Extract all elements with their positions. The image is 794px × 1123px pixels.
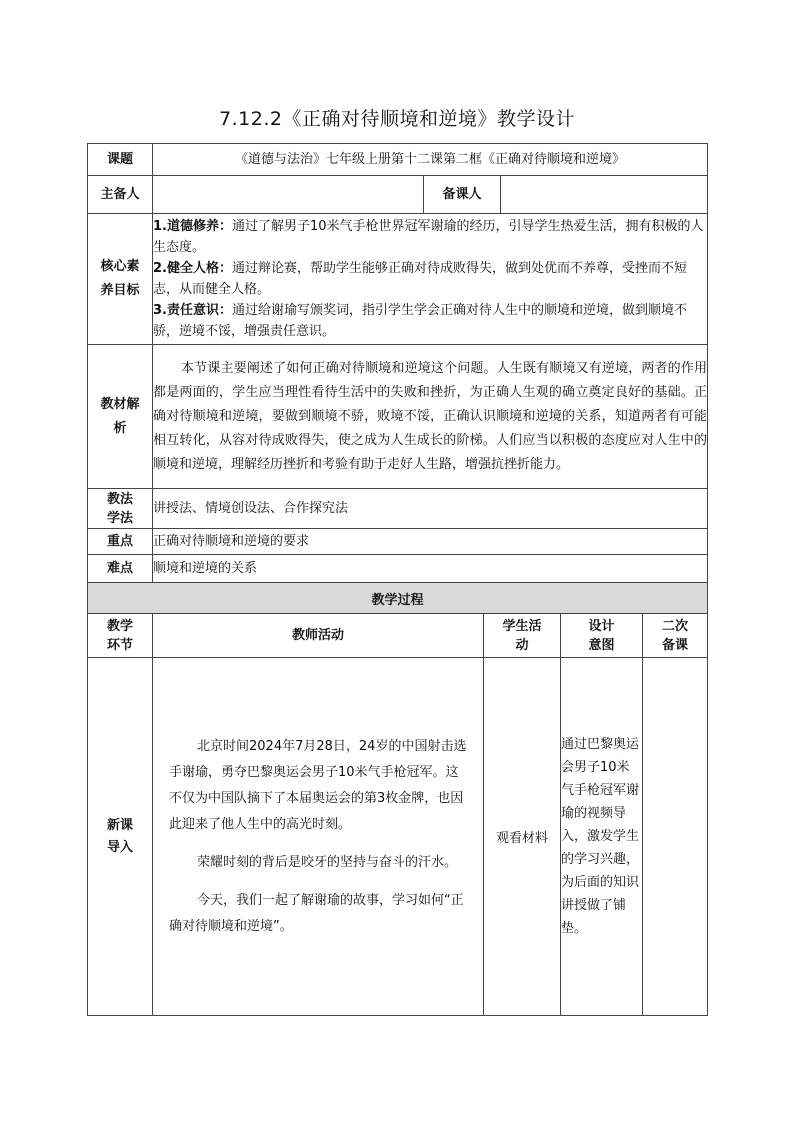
second-prep-header: 二次备课 [643,614,708,658]
design-intent: 通过巴黎奥运会男子10米气手枪冠军谢瑜的视频导入，激发学生的学习兴趣，为后面的知识讲授做了铺垫。 [561,658,643,1016]
topic-value: 《道德与法治》七年级上册第十二课第二框《正确对待顺境和逆境》 [153,144,708,176]
co-preparer-label: 备课人 [424,176,501,214]
design-header: 设计意图 [561,614,643,658]
preparer-row [88,176,708,214]
analysis-text: 本节课主要阐述了如何正确对待顺境和逆境这个问题。人生既有顺境又有逆境，两者的作用都是两面的，学生应当理性看待生活中的失败和挫折，为正确人生观的确立奠定良好的基础。正确对待顺境和逆境，要做到顺境不骄，败境不馁，正确认识顺境和逆境的关系，知道两者有可能相互转化，从容对待成败得失，使之成为人生成长的阶梯。人们应当以积极的态度应对人生中的顺境和逆境，理解经历挫折和考验有助于走好人生路，增强抗挫折能力。 [153,345,708,489]
second-prep-cell [643,658,708,1016]
teacher-paragraph: 北京时间2024年7月28日，24岁的中国射击选手谢瑜，勇夺巴黎奥运会男子10米气手枪冠军。这不仅为中国队摘下了本届奥运会的第3枚金牌，也因此迎来了他人生中的高光时刻。 [169,738,467,832]
topic-label: 课题 [88,144,153,176]
process-heading-row [88,583,708,614]
lesson-plan-table [87,143,708,1016]
topic-row [88,144,708,176]
preparer-label: 主备人 [88,176,153,214]
stage-cell: 新课导入 [88,658,153,1016]
difficulty-row [88,555,708,583]
difficulty-value: 顺境和逆境的关系 [153,555,708,583]
methods-row [88,489,708,529]
co-preparer-value [501,176,708,214]
teacher-paragraph: 荣耀时刻的背后是咬牙的坚持与奋斗的汗水。 [197,854,458,870]
preparer-value [153,176,424,214]
goal-item: 3.责任意识：通过给谢瑜写颁奖词，指引学生学会正确对待人生中的顺境和逆境，做到顺境不骄，逆境不馁，增强责任意识。 [153,303,687,339]
key-value: 正确对待顺境和逆境的要求 [153,529,708,555]
process-row [88,658,708,1016]
page-title: 7.12.2《正确对待顺境和逆境》教学设计 [219,108,575,130]
analysis-row [88,345,708,489]
process-heading: 教学过程 [88,583,708,614]
student-header: 学生活动 [484,614,561,658]
teacher-header: 教师活动 [153,614,484,658]
process-header-row [88,614,708,658]
teacher-activity [153,658,484,1016]
teacher-paragraph: 今天，我们一起了解谢瑜的故事，学习如何“正确对待顺境和逆境”。 [169,892,464,934]
difficulty-label: 难点 [88,555,153,583]
methods-value: 讲授法、情境创设法、合作探究法 [153,489,708,529]
goal-item: 1.道德修养：通过了解男子10米气手枪世界冠军谢瑜的经历，引导学生热爱生活，拥有积极的人生态度。 [153,219,704,255]
key-row [88,529,708,555]
key-label: 重点 [88,529,153,555]
stage-header: 教学环节 [88,614,153,658]
goals-label: 核心素养目标 [88,214,153,345]
student-activity: 观看材料 [484,658,561,1016]
goal-item: 2.健全人格：通过辩论赛，帮助学生能够正确对待成败得失，做到处优而不养尊，受挫而不短志，从而健全人格。 [153,261,687,297]
goals-content [153,214,708,345]
goals-row [88,214,708,345]
analysis-label: 教材解析 [88,345,153,489]
methods-label: 教法学法 [88,489,153,529]
